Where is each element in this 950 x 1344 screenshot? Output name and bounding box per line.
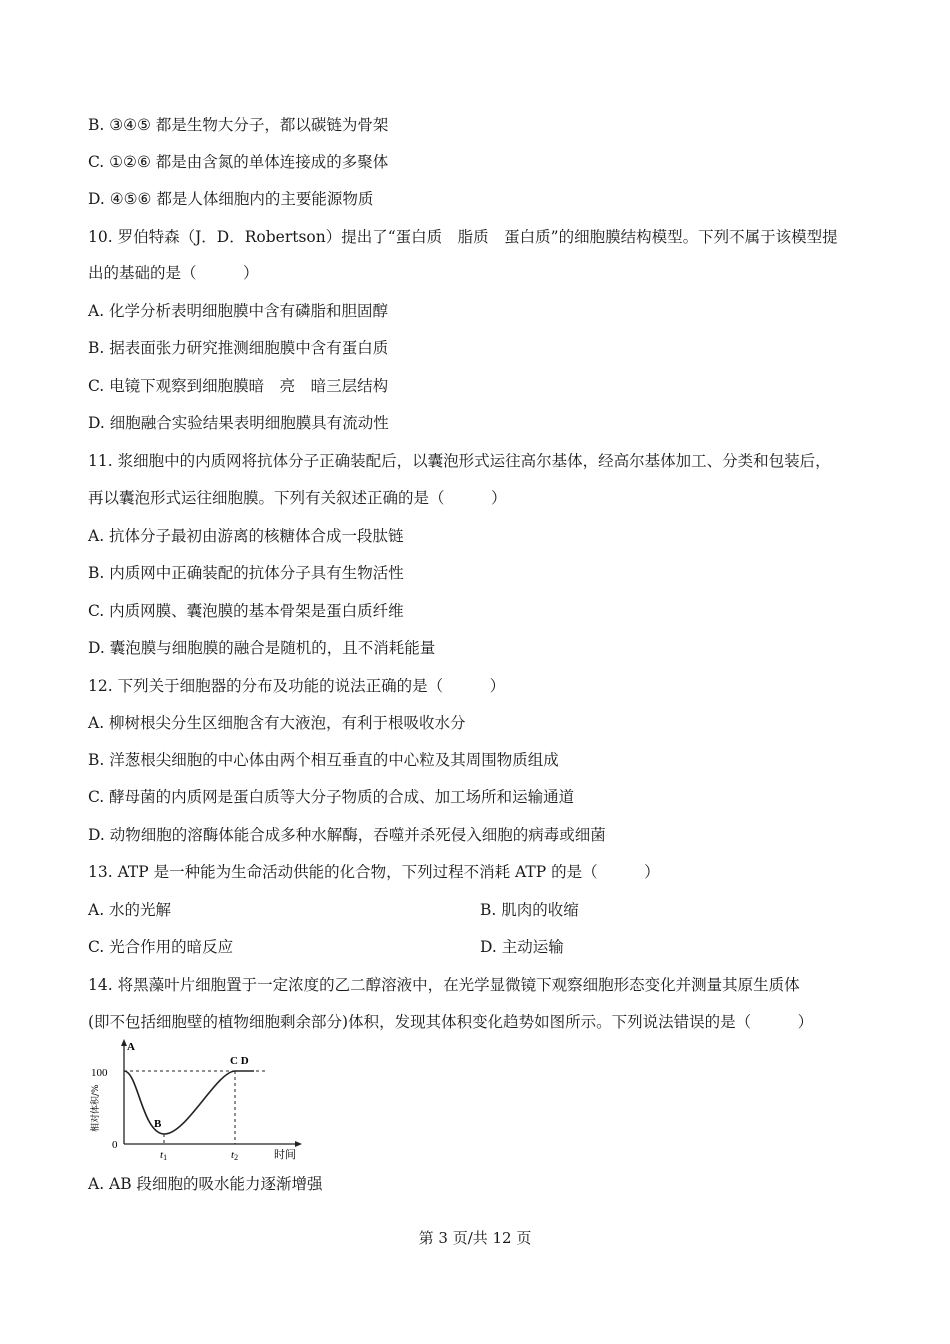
q14-option-a: A. AB 段细胞的吸水能力逐渐增强 [88,1175,323,1193]
q10-stem-line1: 10. 罗伯特森（J．D．Robertson）提出了“蛋白质 脂质 蛋白质”的细胞膜结构模型。下列不属于该模型提 [88,228,838,246]
q10-option-d: D. 细胞融合实验结果表明细胞膜具有流动性 [88,414,389,432]
q11-option-d: D. 囊泡膜与细胞膜的融合是随机的，且不消耗能量 [88,639,436,657]
x-axis-arrow [295,1141,302,1147]
point-a-label: A [127,1041,135,1053]
y-axis-label: 相对体积/% [91,1084,101,1132]
q9-option-b: B. ③④⑤ 都是生物大分子，都以碳链为骨架 [88,116,389,134]
q9-option-d: D. ④⑤⑥ 都是人体细胞内的主要能源物质 [88,190,374,208]
page-footer: 第 3 页/共 12 页 [418,1229,532,1247]
q13-stem: 13. ATP 是一种能为生命活动供能的化合物，下列过程不消耗 ATP 的是（ ） [88,863,660,881]
q12-stem: 12. 下列关于细胞器的分布及功能的说法正确的是（ ） [88,677,506,695]
q12-option-b: B. 洋葱根尖细胞的中心体由两个相互垂直的中心粒及其周围物质组成 [88,751,559,769]
q11-stem-line1: 11. 浆细胞中的内质网将抗体分子正确装配后，以囊泡形式运往高尔基体，经高尔基体加工、分类和包装后， [88,452,831,470]
q11-option-b: B. 内质网中正确装配的抗体分子具有生物活性 [88,564,404,582]
q12-option-a: A. 柳树根尖分生区细胞含有大液泡，有利于根吸收水分 [88,714,466,732]
volume-curve-svg [86,1036,306,1160]
q11-stem-line2: 再以囊泡形式运往细胞膜。下列有关叙述正确的是（ ） [88,489,507,507]
t1-label-sub: 1 [163,1153,168,1160]
point-cd-label: C D [230,1055,249,1067]
q10-option-a: A. 化学分析表明细胞膜中含有磷脂和胆固醇 [88,302,389,320]
q12-option-d: D. 动物细胞的溶酶体能合成多种水解酶，吞噬并杀死侵入细胞的病毒或细菌 [88,826,606,844]
q13-option-b: B. 肌肉的收缩 [480,901,579,919]
q13-option-d: D. 主动运输 [480,938,564,956]
q10-stem-line2: 出的基础的是（ ） [88,264,259,282]
t1-label-main: t [160,1149,164,1160]
point-b-label: B [154,1118,162,1130]
t2-label [231,1149,238,1160]
t2-label-sub: 2 [234,1153,239,1160]
q11-option-c: C. 内质网膜、囊泡膜的基本骨架是蛋白质纤维 [88,602,404,620]
x-axis-label: 时间 [274,1148,296,1160]
q10-option-b: B. 据表面张力研究推测细胞膜中含有蛋白质 [88,339,389,357]
q13-option-a: A. 水的光解 [88,901,172,919]
q10-option-c: C. 电镜下观察到细胞膜暗 亮 暗三层结构 [88,377,389,395]
q12-option-c: C. 酵母菌的内质网是蛋白质等大分子物质的合成、加工场所和运输通道 [88,788,575,806]
tick-100: 100 [91,1067,108,1079]
q14-stem-line2: (即不包括细胞壁的植物细胞剩余部分)体积，发现其体积变化趋势如图所示。下列说法错误的是（ ） [88,1013,814,1031]
tick-0: 0 [112,1139,118,1151]
volume-curve-figure [86,1036,306,1160]
q11-option-a: A. 抗体分子最初由游离的核糖体合成一段肽链 [88,527,404,545]
q13-option-c: C. 光合作用的暗反应 [88,938,234,956]
t2-label-main: t [231,1149,235,1160]
t1-label [160,1149,167,1160]
q9-option-c: C. ①②⑥ 都是由含氮的单体连接成的多聚体 [88,153,389,171]
q14-stem-line1: 14. 将黑藻叶片细胞置于一定浓度的乙二醇溶液中，在光学显微镜下观察细胞形态变化并测量其原生质体 [88,976,800,994]
